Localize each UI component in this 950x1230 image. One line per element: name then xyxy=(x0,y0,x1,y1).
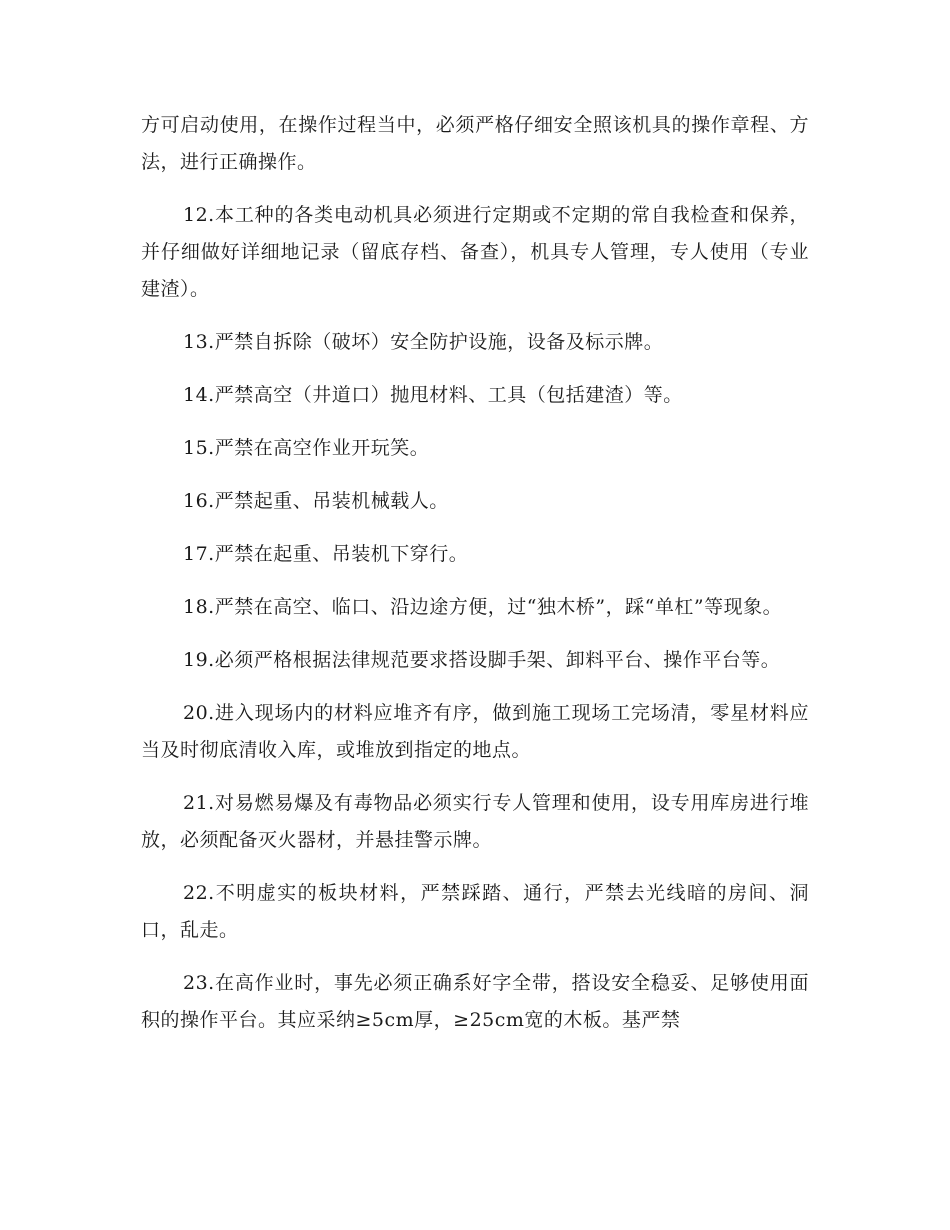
paragraph-item-14: 14.严禁高空（井道口）抛甩材料、工具（包括建渣）等。 xyxy=(183,384,683,406)
paragraph-item-17: 17.严禁在起重、吊装机下穿行。 xyxy=(183,543,469,565)
paragraph-item-20: 20.进入现场内的材料应堆齐有序，做到施工现场工完场清，零星材料应当及时彻底清收入库，或堆放到指定的地点。 xyxy=(141,702,809,761)
paragraph-item-21: 21.对易燃易爆及有毒物品必须实行专人管理和使用，设专用库房进行堆放，必须配备灭火器材，并悬挂警示牌。 xyxy=(141,792,809,851)
paragraph-item-16: 16.严禁起重、吊装机械载人。 xyxy=(183,490,449,512)
paragraph-item-15: 15.严禁在高空作业开玩笑。 xyxy=(183,437,430,459)
paragraph-item-19: 19.必须严格根据法律规范要求搭设脚手架、卸料平台、操作平台等。 xyxy=(183,649,781,671)
paragraph-item-12: 12.本工种的各类电动机具必须进行定期或不定期的常自我检查和保养，并仔细做好详细地记录（留底存档、备查），机具专人管理，专人使用（专业建渣）。 xyxy=(141,204,809,300)
paragraph: 方可启动使用，在操作过程当中，必须严格仔细安全照该机具的操作章程、方法，进行正确操作。 xyxy=(141,114,809,173)
paragraph-item-23: 23.在高作业时，事先必须正确系好字全带，搭设安全稳妥、足够使用面积的操作平台。其应采纳≥5cm厚，≥25cm宽的木板。基严禁 xyxy=(141,972,809,1031)
paragraph-item-22: 22.不明虚实的板块材料，严禁踩踏、通行，严禁去光线暗的房间、洞口，乱走。 xyxy=(141,882,809,941)
paragraph-item-13: 13.严禁自拆除（破坏）安全防护设施，设备及标示牌。 xyxy=(183,331,664,353)
document-body xyxy=(141,107,809,1055)
paragraph-item-18: 18.严禁在高空、临口、沿边途方便，过“独木桥”，踩“单杠”等现象。 xyxy=(183,596,783,618)
